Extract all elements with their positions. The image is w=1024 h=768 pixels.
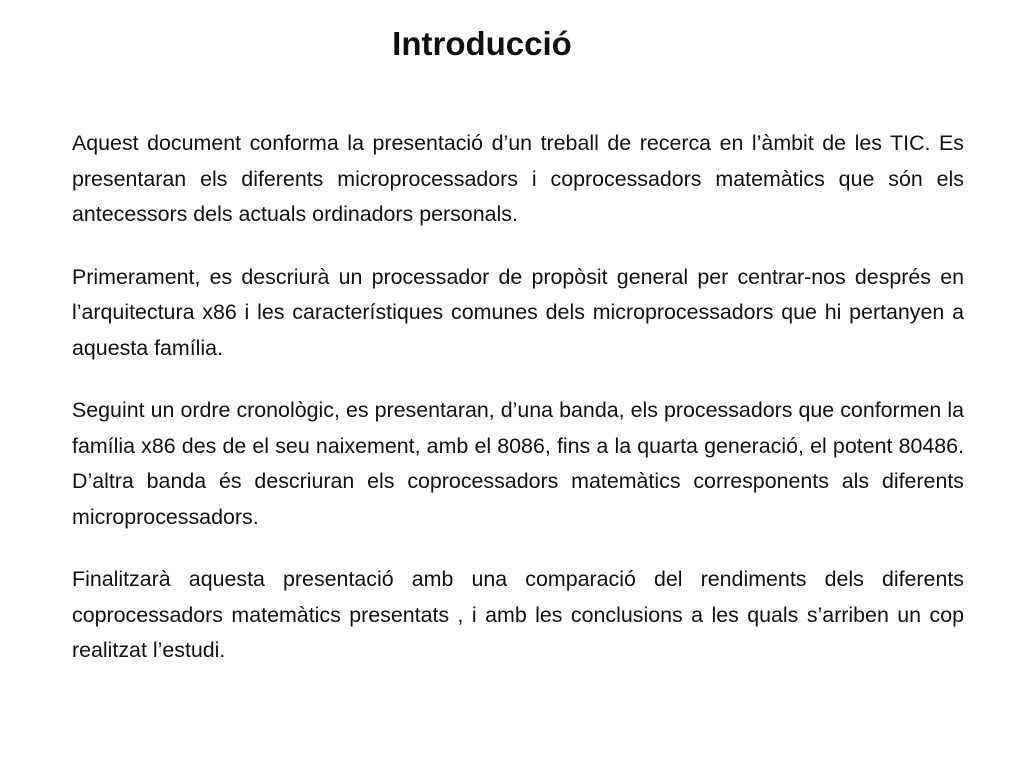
paragraph-conclusion: Finalitzarà aquesta presentació amb una comparació del rendiments dels diferents coprocessadors matemàtics presentats , i amb les conclusions a les quals s’arriben un cop realitzat l’estudi. xyxy=(72,567,964,662)
paragraph-intro: Aquest document conforma la presentació d’un treball de recerca en l’àmbit de les TIC. Es presentaran els diferents microprocessadors i coprocessadors matemàtics que són els antecessors dels actuals ordinadors personals. xyxy=(72,131,964,226)
paragraph-architecture: Primerament, es descriurà un processador de propòsit general per centrar-nos després en l’arquitectura x86 i les característiques comunes dels microprocessadors que hi pertanyen a aquesta família. xyxy=(72,264,964,360)
slide-body xyxy=(72,126,964,696)
slide-title: Introducció xyxy=(392,25,572,62)
slide-title-container xyxy=(0,22,964,66)
paragraph-chronology: Seguint un ordre cronològic, es presentaran, d’una banda, els processadors que conformen la família x86 des de el seu naixement, amb el 8086, fins a la quarta generació, el potent 80486. D’altra banda és descriuran els coprocessadors matemàtics corresponents als diferents microprocessadors. xyxy=(72,398,964,529)
